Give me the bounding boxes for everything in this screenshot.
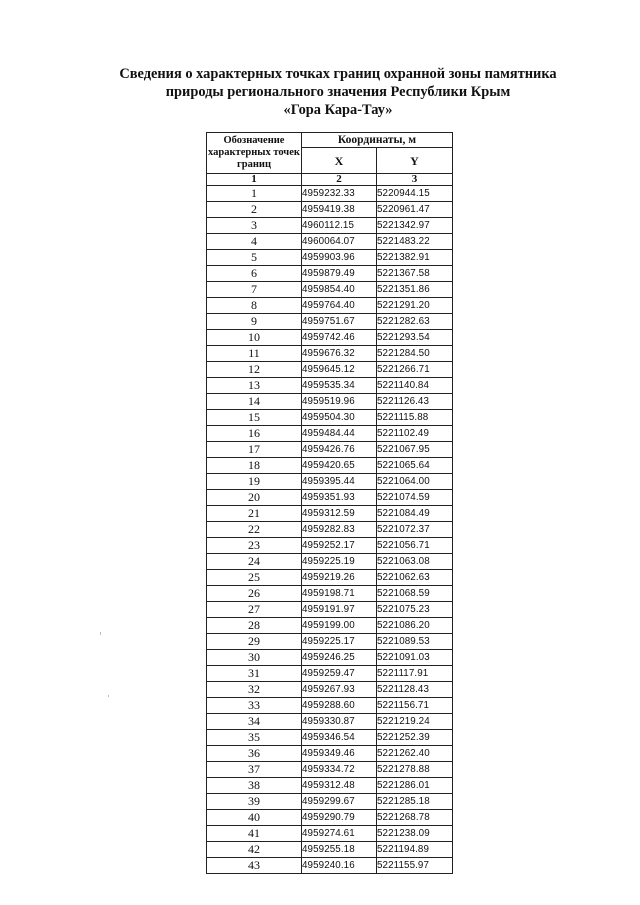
point-number-cell: 37 — [207, 762, 302, 778]
x-coordinate-cell: 4959742.46 — [302, 330, 377, 346]
x-coordinate-cell: 4959240.16 — [302, 858, 377, 874]
title-line-2: природы регионального значения Республики Крым — [165, 84, 511, 100]
table-row — [207, 378, 453, 394]
scan-mark — [108, 695, 109, 697]
point-number-cell: 21 — [207, 506, 302, 522]
y-coordinate-cell: 5221286.01 — [377, 778, 453, 794]
point-number-cell: 10 — [207, 330, 302, 346]
x-coordinate-cell: 4959252.17 — [302, 538, 377, 554]
table-row — [207, 714, 453, 730]
y-coordinate-cell: 5221065.64 — [377, 458, 453, 474]
y-coordinate-cell: 5221075.23 — [377, 602, 453, 618]
y-coordinate-cell: 5221367.58 — [377, 266, 453, 282]
x-coordinate-cell: 4959420.65 — [302, 458, 377, 474]
y-coordinate-cell: 5221219.24 — [377, 714, 453, 730]
table-row — [207, 570, 453, 586]
table-row — [207, 730, 453, 746]
point-number-cell: 25 — [207, 570, 302, 586]
point-number-cell: 42 — [207, 842, 302, 858]
header-col-number-1: 1 — [207, 174, 302, 186]
y-coordinate-cell: 5221285.18 — [377, 794, 453, 810]
point-number-cell: 3 — [207, 218, 302, 234]
y-coordinate-cell: 5221140.84 — [377, 378, 453, 394]
x-coordinate-cell: 4959535.34 — [302, 378, 377, 394]
x-coordinate-cell: 4959191.97 — [302, 602, 377, 618]
point-number-cell: 17 — [207, 442, 302, 458]
y-coordinate-cell: 5221115.88 — [377, 410, 453, 426]
y-coordinate-cell: 5221155.97 — [377, 858, 453, 874]
table-row — [207, 762, 453, 778]
point-number-cell: 11 — [207, 346, 302, 362]
table-row — [207, 858, 453, 874]
point-number-cell: 24 — [207, 554, 302, 570]
table-row — [207, 298, 453, 314]
table-row — [207, 314, 453, 330]
table-body — [207, 186, 453, 874]
y-coordinate-cell: 5221194.89 — [377, 842, 453, 858]
header-y: Y — [377, 148, 453, 174]
point-number-cell: 27 — [207, 602, 302, 618]
table-row — [207, 266, 453, 282]
y-coordinate-cell: 5221483.22 — [377, 234, 453, 250]
table-row — [207, 394, 453, 410]
y-coordinate-cell: 5221064.00 — [377, 474, 453, 490]
y-coordinate-cell: 5221266.71 — [377, 362, 453, 378]
x-coordinate-cell: 4959288.60 — [302, 698, 377, 714]
x-coordinate-cell: 4959676.32 — [302, 346, 377, 362]
point-number-cell: 19 — [207, 474, 302, 490]
table-row — [207, 778, 453, 794]
x-coordinate-cell: 4959346.54 — [302, 730, 377, 746]
x-coordinate-cell: 4959290.79 — [302, 810, 377, 826]
point-number-cell: 26 — [207, 586, 302, 602]
y-coordinate-cell: 5221062.63 — [377, 570, 453, 586]
table-row — [207, 202, 453, 218]
y-coordinate-cell: 5221067.95 — [377, 442, 453, 458]
y-coordinate-cell: 5221068.59 — [377, 586, 453, 602]
table-row — [207, 506, 453, 522]
table-row — [207, 554, 453, 570]
table-row — [207, 346, 453, 362]
point-number-cell: 4 — [207, 234, 302, 250]
table-row — [207, 426, 453, 442]
table-row — [207, 410, 453, 426]
y-coordinate-cell: 5221252.39 — [377, 730, 453, 746]
header-col-number-2: 2 — [302, 174, 377, 186]
x-coordinate-cell: 4959751.67 — [302, 314, 377, 330]
point-number-cell: 28 — [207, 618, 302, 634]
point-number-cell: 34 — [207, 714, 302, 730]
x-coordinate-cell: 4959312.48 — [302, 778, 377, 794]
y-coordinate-cell: 5221086.20 — [377, 618, 453, 634]
table-row — [207, 698, 453, 714]
y-coordinate-cell: 5221063.08 — [377, 554, 453, 570]
point-number-cell: 12 — [207, 362, 302, 378]
x-coordinate-cell: 4959299.67 — [302, 794, 377, 810]
table-row — [207, 250, 453, 266]
title-line-3: «Гора Кара-Тау» — [283, 102, 393, 118]
x-coordinate-cell: 4959903.96 — [302, 250, 377, 266]
y-coordinate-cell: 5221072.37 — [377, 522, 453, 538]
point-number-cell: 6 — [207, 266, 302, 282]
y-coordinate-cell: 5221382.91 — [377, 250, 453, 266]
x-coordinate-cell: 4959219.26 — [302, 570, 377, 586]
x-coordinate-cell: 4959645.12 — [302, 362, 377, 378]
x-coordinate-cell: 4959879.49 — [302, 266, 377, 282]
point-number-cell: 20 — [207, 490, 302, 506]
y-coordinate-cell: 5221084.49 — [377, 506, 453, 522]
y-coordinate-cell: 5221238.09 — [377, 826, 453, 842]
point-number-cell: 31 — [207, 666, 302, 682]
point-number-cell: 7 — [207, 282, 302, 298]
point-number-cell: 9 — [207, 314, 302, 330]
point-number-cell: 23 — [207, 538, 302, 554]
x-coordinate-cell: 4959349.46 — [302, 746, 377, 762]
table-row — [207, 442, 453, 458]
point-number-cell: 38 — [207, 778, 302, 794]
y-coordinate-cell: 5221342.97 — [377, 218, 453, 234]
y-coordinate-cell: 5221102.49 — [377, 426, 453, 442]
table-row — [207, 794, 453, 810]
title-line-1: Сведения о характерных точках границ охранной зоны памятника — [119, 66, 557, 82]
x-coordinate-cell: 4959199.00 — [302, 618, 377, 634]
table-row — [207, 602, 453, 618]
y-coordinate-cell: 5220961.47 — [377, 202, 453, 218]
table-row — [207, 490, 453, 506]
point-number-cell: 39 — [207, 794, 302, 810]
y-coordinate-cell: 5221117.91 — [377, 666, 453, 682]
table-row — [207, 330, 453, 346]
table-row — [207, 474, 453, 490]
point-number-cell: 8 — [207, 298, 302, 314]
table-row — [207, 586, 453, 602]
table-row — [207, 650, 453, 666]
x-coordinate-cell: 4959232.33 — [302, 186, 377, 202]
point-number-cell: 1 — [207, 186, 302, 202]
x-coordinate-cell: 4959274.61 — [302, 826, 377, 842]
x-coordinate-cell: 4959246.25 — [302, 650, 377, 666]
y-coordinate-cell: 5221293.54 — [377, 330, 453, 346]
x-coordinate-cell: 4959259.47 — [302, 666, 377, 682]
point-number-cell: 14 — [207, 394, 302, 410]
y-coordinate-cell: 5221126.43 — [377, 394, 453, 410]
table-row — [207, 634, 453, 650]
header-x: X — [302, 148, 377, 174]
y-coordinate-cell: 5221056.71 — [377, 538, 453, 554]
point-number-cell: 36 — [207, 746, 302, 762]
y-coordinate-cell: 5221278.88 — [377, 762, 453, 778]
point-number-cell: 32 — [207, 682, 302, 698]
point-number-cell: 43 — [207, 858, 302, 874]
table-row — [207, 682, 453, 698]
point-number-cell: 22 — [207, 522, 302, 538]
coordinates-table — [206, 132, 453, 874]
point-number-cell: 35 — [207, 730, 302, 746]
x-coordinate-cell: 4959419.38 — [302, 202, 377, 218]
table-row — [207, 186, 453, 202]
table-row — [207, 282, 453, 298]
point-number-cell: 30 — [207, 650, 302, 666]
point-number-cell: 15 — [207, 410, 302, 426]
y-coordinate-cell: 5221091.03 — [377, 650, 453, 666]
x-coordinate-cell: 4959198.71 — [302, 586, 377, 602]
point-number-cell: 5 — [207, 250, 302, 266]
x-coordinate-cell: 4959312.59 — [302, 506, 377, 522]
x-coordinate-cell: 4959484.44 — [302, 426, 377, 442]
header-col-number-3: 3 — [377, 174, 453, 186]
table-row — [207, 362, 453, 378]
y-coordinate-cell: 5221268.78 — [377, 810, 453, 826]
header-point-designation: Обозначение характерных точек границ — [207, 133, 302, 174]
y-coordinate-cell: 5221262.40 — [377, 746, 453, 762]
x-coordinate-cell: 4959267.93 — [302, 682, 377, 698]
document-title — [100, 65, 576, 119]
x-coordinate-cell: 4959764.40 — [302, 298, 377, 314]
table-row — [207, 234, 453, 250]
y-coordinate-cell: 5221282.63 — [377, 314, 453, 330]
x-coordinate-cell: 4960064.07 — [302, 234, 377, 250]
table-row — [207, 538, 453, 554]
y-coordinate-cell: 5221074.59 — [377, 490, 453, 506]
point-number-cell: 18 — [207, 458, 302, 474]
point-number-cell: 41 — [207, 826, 302, 842]
y-coordinate-cell: 5221156.71 — [377, 698, 453, 714]
table-row — [207, 826, 453, 842]
x-coordinate-cell: 4959519.96 — [302, 394, 377, 410]
scan-mark — [100, 632, 101, 635]
table-row — [207, 618, 453, 634]
point-number-cell: 2 — [207, 202, 302, 218]
y-coordinate-cell: 5220944.15 — [377, 186, 453, 202]
point-number-cell: 16 — [207, 426, 302, 442]
x-coordinate-cell: 4959282.83 — [302, 522, 377, 538]
table-row — [207, 842, 453, 858]
point-number-cell: 40 — [207, 810, 302, 826]
x-coordinate-cell: 4959334.72 — [302, 762, 377, 778]
y-coordinate-cell: 5221351.86 — [377, 282, 453, 298]
x-coordinate-cell: 4959330.87 — [302, 714, 377, 730]
x-coordinate-cell: 4959854.40 — [302, 282, 377, 298]
x-coordinate-cell: 4959225.17 — [302, 634, 377, 650]
table-row — [207, 746, 453, 762]
y-coordinate-cell: 5221284.50 — [377, 346, 453, 362]
x-coordinate-cell: 4960112.15 — [302, 218, 377, 234]
x-coordinate-cell: 4959504.30 — [302, 410, 377, 426]
point-number-cell: 29 — [207, 634, 302, 650]
table-row — [207, 810, 453, 826]
x-coordinate-cell: 4959225.19 — [302, 554, 377, 570]
point-number-cell: 33 — [207, 698, 302, 714]
y-coordinate-cell: 5221128.43 — [377, 682, 453, 698]
table-row — [207, 666, 453, 682]
y-coordinate-cell: 5221291.20 — [377, 298, 453, 314]
x-coordinate-cell: 4959395.44 — [302, 474, 377, 490]
x-coordinate-cell: 4959426.76 — [302, 442, 377, 458]
table-row — [207, 458, 453, 474]
y-coordinate-cell: 5221089.53 — [377, 634, 453, 650]
table-row — [207, 522, 453, 538]
x-coordinate-cell: 4959255.18 — [302, 842, 377, 858]
table-header — [207, 133, 453, 186]
header-coordinates: Координаты, м — [302, 133, 453, 148]
point-number-cell: 13 — [207, 378, 302, 394]
x-coordinate-cell: 4959351.93 — [302, 490, 377, 506]
table-row — [207, 218, 453, 234]
